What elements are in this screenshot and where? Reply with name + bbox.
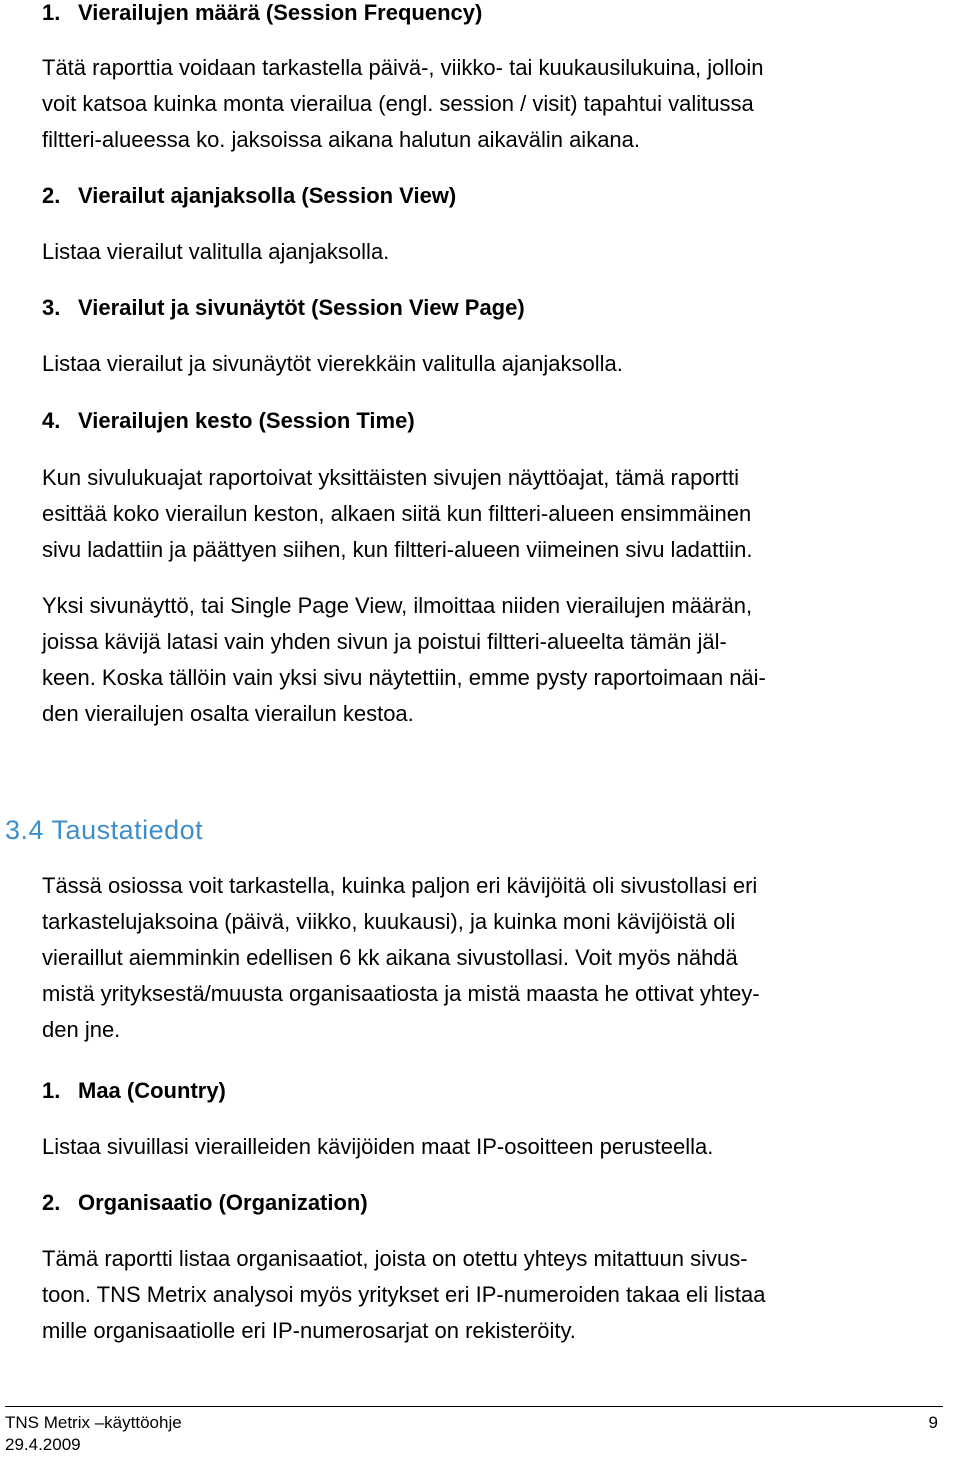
heading-number: 2. — [42, 1190, 61, 1215]
heading-text: Vierailut ajanjaksolla (Session View) — [78, 183, 457, 208]
heading-organization — [42, 1185, 942, 1221]
heading-text: Organisaatio (Organization) — [78, 1190, 368, 1215]
heading-number: 1. — [42, 1078, 61, 1103]
paragraph-session-frequency: Tätä raporttia voidaan tarkastella päivä-, viikko- tai kuukausilukuina, jolloin voit katsoa kuinka monta vierailua (engl. session / visit) tapahtui valitussa filtteri-alueessa ko. jaksoissa aikana halutun aikavälin aikana. — [42, 55, 764, 152]
chapter-title: 3.4 Taustatiedot — [5, 815, 204, 845]
heading-text: Maa (Country) — [78, 1078, 226, 1103]
footer-divider — [5, 1406, 943, 1407]
heading-number: 2. — [42, 183, 61, 208]
footer-document-title: TNS Metrix –käyttöohje — [5, 1413, 182, 1432]
heading-text: Vierailujen määrä (Session Frequency) — [78, 0, 483, 25]
footer-page-number: 9 — [928, 1413, 938, 1432]
paragraph-session-time-2: Yksi sivunäyttö, tai Single Page View, ilmoittaa niiden vierailujen määrän, joissa kävijä latasi vain yhden sivun ja poistui filtteri-alueelta tämän jäl- keen. Koska tällöin vain yksi sivu näytettiin, emme pysty raportoimaan näi- den vierailujen osalta vierailun kestoa. — [42, 593, 766, 726]
heading-text: Vierailut ja sivunäytöt (Session View Page) — [78, 295, 525, 320]
paragraph-country: Listaa sivuillasi vierailleiden kävijöiden maat IP-osoitteen perusteella. — [42, 1134, 714, 1159]
footer-date: 29.4.2009 — [5, 1435, 81, 1454]
heading-number: 1. — [42, 0, 61, 25]
heading-text: Vierailujen kesto (Session Time) — [78, 408, 415, 433]
heading-session-time — [42, 403, 942, 439]
paragraph-session-time-1: Kun sivulukuajat raportoivat yksittäisten sivujen näyttöajat, tämä raportti esittää koko vierailun keston, alkaen siitä kun filtteri-alueen ensimmäinen sivu ladattiin ja päättyen siihen, kun filtteri-alueen viimeinen sivu ladattiin. — [42, 465, 753, 562]
paragraph-chapter-intro: Tässä osiossa voit tarkastella, kuinka paljon eri kävijöitä oli sivustollasi eri tarkastelujaksoina (päivä, viikko, kuukausi), ja kuinka moni kävijöistä oli vieraillut aiemminkin edellisen 6 kk aikana sivustollasi. Voit myös nähdä mistä yrityksestä/muusta organisaatiosta ja mistä maasta he ottivat yhtey- den jne. — [42, 873, 760, 1042]
heading-country — [42, 1073, 942, 1109]
heading-session-frequency — [42, 0, 942, 31]
heading-number: 4. — [42, 408, 61, 433]
paragraph-session-view: Listaa vierailut valitulla ajanjaksolla. — [42, 239, 390, 264]
heading-session-view-page — [42, 290, 942, 326]
heading-number: 3. — [42, 295, 61, 320]
paragraph-organization: Tämä raportti listaa organisaatiot, joista on otettu yhteys mitattuun sivus- toon. TNS Metrix analysoi myös yritykset eri IP-numeroiden takaa eli listaa mille organisaatiolle eri IP-numerosarjat on rekisteröity. — [42, 1246, 766, 1343]
paragraph-session-view-page: Listaa vierailut ja sivunäytöt vierekkäin valitulla ajanjaksolla. — [42, 351, 623, 376]
heading-session-view — [42, 178, 942, 214]
